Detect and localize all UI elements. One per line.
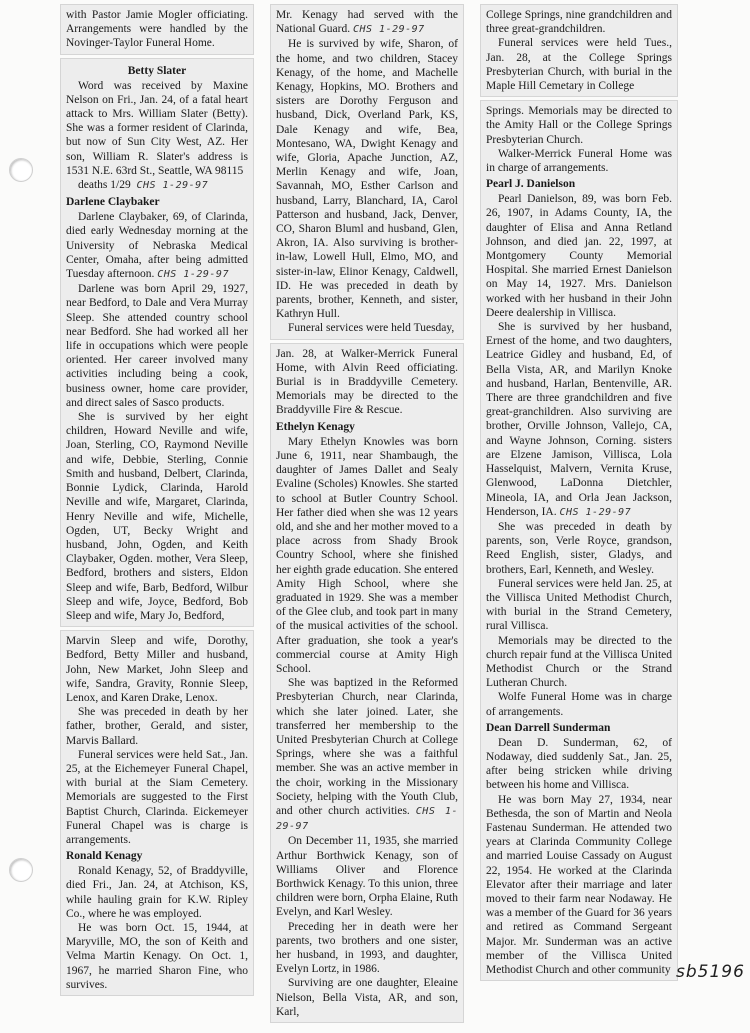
obituary-heading: Ronald Kenagy	[66, 850, 143, 863]
obituary-paragraph: Funeral services were held Tues., Jan. 28, at the College Springs Presbyterian Church, with burial in the Maple Hill Cemetary in College	[486, 37, 672, 93]
obituary-paragraph: She is survived by her eight children, Howard Neville and wife, Joan, Sterling, CO, Raymond Neville and wife, Debbie, Sterling, Connie Smith and husband, Delbert, Clarinda, Bonnie Lydick, Clarinda, Harold Neville and wife, Margaret, Clarinda, Henry Neville and wife, Michelle, Ogden, UT, Becky Wright and husband, John, Ogden, and Keith Claybaker, Ogden. mother, Vera Sleep, Bedford, brothers and sisters, Eldon Sleep and wife, Barb, Bedford, Wilbur Sleep and wife, Joyce, Bedford, Bob Sleep and wife, Mary Jo, Bedford,	[66, 411, 248, 622]
obituary-paragraph: He was born May 27, 1934, near Bethesda, the son of Martin and Neola Fastenau Sunderman. He attended two years at Clarinda Community College and married Louise Cassady on August 22, 1954. He worked at the Clarinda Elevator after their marriage and later moved to their farm near Nodaway. He was a member of the Guard for 36 years and retired as Command Sergeant Major. Mr. Sunderman was an active member of the Villisca United Methodist Church and other community	[486, 793, 672, 976]
obituary-betty-slater	[60, 58, 254, 628]
paragraph-text: She was baptized in the Reformed Presbyterian Church, near Clarinda, which she later joined. Later, she transferred her membership to the United Presbyterian Church at College Springs, where she was a faithful member. She was an active member in the choir, working in the Missionary Society, helping with the Youth Club, and other church activities.	[276, 677, 458, 817]
paragraph-text: Mr. Kenagy had served with the National Guard.	[276, 9, 458, 36]
handwritten-note: CHS 1-29-97	[157, 269, 229, 281]
clipping-fragment	[60, 4, 254, 55]
obituary-paragraph: She was preceded in death by parents, son, Verle Royce, grandson, Reed English, sister, Gladys, and brothers, Earl, Kenneth, and Wesley.	[486, 520, 672, 576]
obituary-paragraph: Darlene was born April 29, 1927, near Bedford, to Dale and Vera Murray Sleep. She attended country school near Bedford. She had worked all her life in occupations which were people oriented. Her career involved many activities including being a cook, business owner, home care provider, and direct sales of Sasco products.	[66, 283, 248, 409]
obituary-claybaker-continued	[60, 630, 254, 996]
fragment-text: with Pastor Jamie Mogler officiating. Arrangements were handled by the Novinger-Taylor Funeral Home.	[66, 9, 248, 50]
obituary-paragraph: Dean D. Sunderman, 62, of Nodaway, died suddenly Sat., Jan. 25, after being stricken while driving between his home and Villisca.	[486, 736, 672, 792]
column-1	[60, 4, 254, 999]
obituary-paragraph: Ronald Kenagy, 52, of Braddyville, died Fri., Jan. 24, at Atchison, KS, while hauling grain for K.W. Ripley Co., where he was employed.	[66, 865, 248, 920]
obituary-pearl-danielson	[480, 100, 678, 981]
handwritten-note: CHS 1-29-97	[352, 24, 425, 36]
obituary-heading: Ethelyn Kenagy	[276, 420, 355, 433]
obituary-paragraph	[276, 8, 458, 37]
binder-hole	[9, 158, 33, 182]
obituary-paragraph: Mary Ethelyn Knowles was born June 6, 1911, near Shambaugh, the daughter of James Dallet and Sealy Evaline (Scholes) Knowles. She started to school at Butler Country School. Her father died when she was 12 years old, and she and her mother moved to a place across from Shady Brook Country School, where she finished her eighth grade education. She entered Amity High School, where she graduated in 1929. She was a member of the Glee club, and took part in many of the musical activities of the school. After graduation, she took a year's commercial course at Amity High School.	[276, 435, 459, 675]
obituary-paragraph: Marvin Sleep and wife, Dorothy, Bedford, Betty Miller and husband, John, New Market, John Sleep and wife, Sandra, Gravity, Ronnie Sleep, Lenox, and Karen Drake, Lenox.	[66, 635, 248, 704]
handwritten-note: CHS 1-29-97	[136, 180, 209, 192]
obituary-paragraph	[486, 320, 672, 520]
obituary-heading: Pearl J. Danielson	[486, 178, 576, 191]
obituary-paragraph	[66, 178, 248, 193]
obituary-heading: Dean Darrell Sunderman	[486, 721, 611, 734]
obituary-paragraph: Surviving are one daughter, Eleaine Nielson, Bella Vista, AR, and son, Karl,	[276, 977, 458, 1018]
deaths-date: deaths 1/29	[78, 179, 131, 192]
paragraph-text: Darlene Claybaker, 69, of Clarinda, died early Wednesday morning at the University of Nebraska Medical Center, Omaha, after being admitted Tuesday afternoon.	[66, 211, 248, 281]
obituary-paragraph: She was preceded in death by her father, brother, Gerald, and sister, Marvis Ballard.	[66, 706, 248, 747]
handwritten-page-number: sb5196	[676, 962, 745, 982]
obituary-ethelyn-kenagy-continued	[480, 4, 678, 97]
obituary-paragraph: Word was received by Maxine Nelson on Fri., Jan. 24, of a fatal heart attack to Mrs. William Slater (Betty). She was a former resident of Clarinda, but now of Sun City West, AZ. Her son, William R. Slater's address is 1531 N.E. 63rd St., Seattle, WA 98115	[66, 79, 248, 177]
obituary-paragraph: Walker-Merrick Funeral Home was in charge of arrangements.	[486, 147, 672, 175]
obituary-heading: Betty Slater	[127, 64, 187, 77]
obituary-paragraph: Jan. 28, at Walker-Merrick Funeral Home, with Alvin Reed officiating. Burial is in Braddyville Cemetery. Memorials may be directed to the Braddyville Fire & Rescue.	[276, 347, 458, 417]
handwritten-note: CHS 1-29-97	[276, 805, 458, 833]
obituary-paragraph: Springs. Memorials may be directed to the Amity Hall or the College Springs Presbyterian Church.	[486, 105, 672, 146]
obituary-ronald-kenagy-continued	[270, 4, 464, 340]
obituary-paragraph: College Springs, nine grandchildren and three great-grandchildren.	[486, 9, 672, 36]
obituary-paragraph	[66, 210, 248, 282]
obituary-paragraph: Preceding her in death were her parents, two brothers and one sister, her husband, in 1993, and daughter, Evelyn Lortz, in 1986.	[276, 920, 458, 976]
column-2	[270, 4, 464, 1026]
obituary-paragraph: Wolfe Funeral Home was in charge of arrangements.	[486, 691, 672, 718]
obituary-paragraph: Funeral services were held Jan. 25, at the Villisca United Methodist Church, with burial in the Strand Cemetery, rural Villisca.	[486, 577, 672, 633]
obituary-paragraph: Funeral services were held Tuesday,	[288, 322, 455, 335]
obituary-paragraph: He is survived by wife, Sharon, of the home, and two children, Stacey Kenagy, of the home, and Machelle Kenagy, Hopkins, MO. Brothers and sisters are Dorothy Ferguson and husband, Dick, Overland Park, KS, Dale Kenagy and wife, Bea, Montesano, WA, Dwight Kenagy and wife, Gloria, Apache Junction, AZ, Merlin Kenagy and wife, Joan, Savannah, MO, Esther Carlson and husband, Larry, Blanchard, IA, Carol Patterson and husband, Jack, Denver, CO, Sharon Bluml and husband, Glen, Akron, IA. Also surviving is brother-in-law, Lowell Hull, Elmo, MO, and sister-in-law, Elinor Kenagy, Caldwell, ID. He was preceded in death by parents, brother, Kenneth, and sister, Kathryn Hull.	[276, 38, 458, 321]
obituary-paragraph: He was born Oct. 15, 1944, at Maryville, MO, the son of Keith and Velma Martin Kenagy. On Oct. 1, 1967, he married Sharon Fine, who survives.	[66, 921, 248, 991]
handwritten-note: CHS 1-29-97	[559, 506, 632, 518]
obituary-paragraph: Pearl Danielson, 89, was born Feb. 26, 1907, in Adams County, IA, the daughter of Elisa and Anna Retland Johnson, and died jan. 22, 1997, at Montgomery County Memorial Hospital. She married Ernest Danielson on May 14, 1927. Mrs. Danielson worked with her husband in their John Deere dealership in Villisca.	[486, 193, 672, 319]
obituary-paragraph: On December 11, 1935, she married Arthur Borthwick Kenagy, son of Williams Oliver and Florence Borthwick Kenagy. To this union, three children were born, Orpha Elaine, Ruth Evelyn, and Karl Wesley.	[276, 835, 458, 919]
obituary-ethelyn-kenagy	[270, 343, 464, 1023]
obituary-paragraph	[276, 676, 458, 834]
column-3	[480, 4, 678, 984]
obituary-paragraph: Memorials may be directed to the church repair fund at the Villisca United Methodist Church or the Strand Lutheran Church.	[486, 634, 672, 690]
paragraph-text: She is survived by her husband, Ernest of the home, and two daughters, Leatrice Gidley and husband, Ed, of Bella Vista, AR, and Marilyn Knoke and husband, Harlan, Bentenville, AR. There are three grandchildren and five great-granchildren. Also surviving are brother, Orville Johnson, Vallejo, CA, and Wayne Johnson, Corning. sisters are Elzene Jamison, Villisca, Lola Hasselquist, Malvern, Vernita Kruse, Glenwood, LaDonna Dietchler, Mineola, IA, and Orla Jean Jackson, Henderson, IA.	[486, 321, 672, 518]
obituary-paragraph: Funeral services were held Sat., Jan. 25, at the Eichemeyer Funeral Chapel, with burial at the Siam Cemetery. Memorials are suggested to the First Baptist Church, Clarinda. Eickemeyer Funeral Chapel was is charge is arrangements.	[66, 748, 248, 846]
obituary-heading: Darlene Claybaker	[66, 196, 160, 209]
binder-hole	[9, 858, 33, 882]
